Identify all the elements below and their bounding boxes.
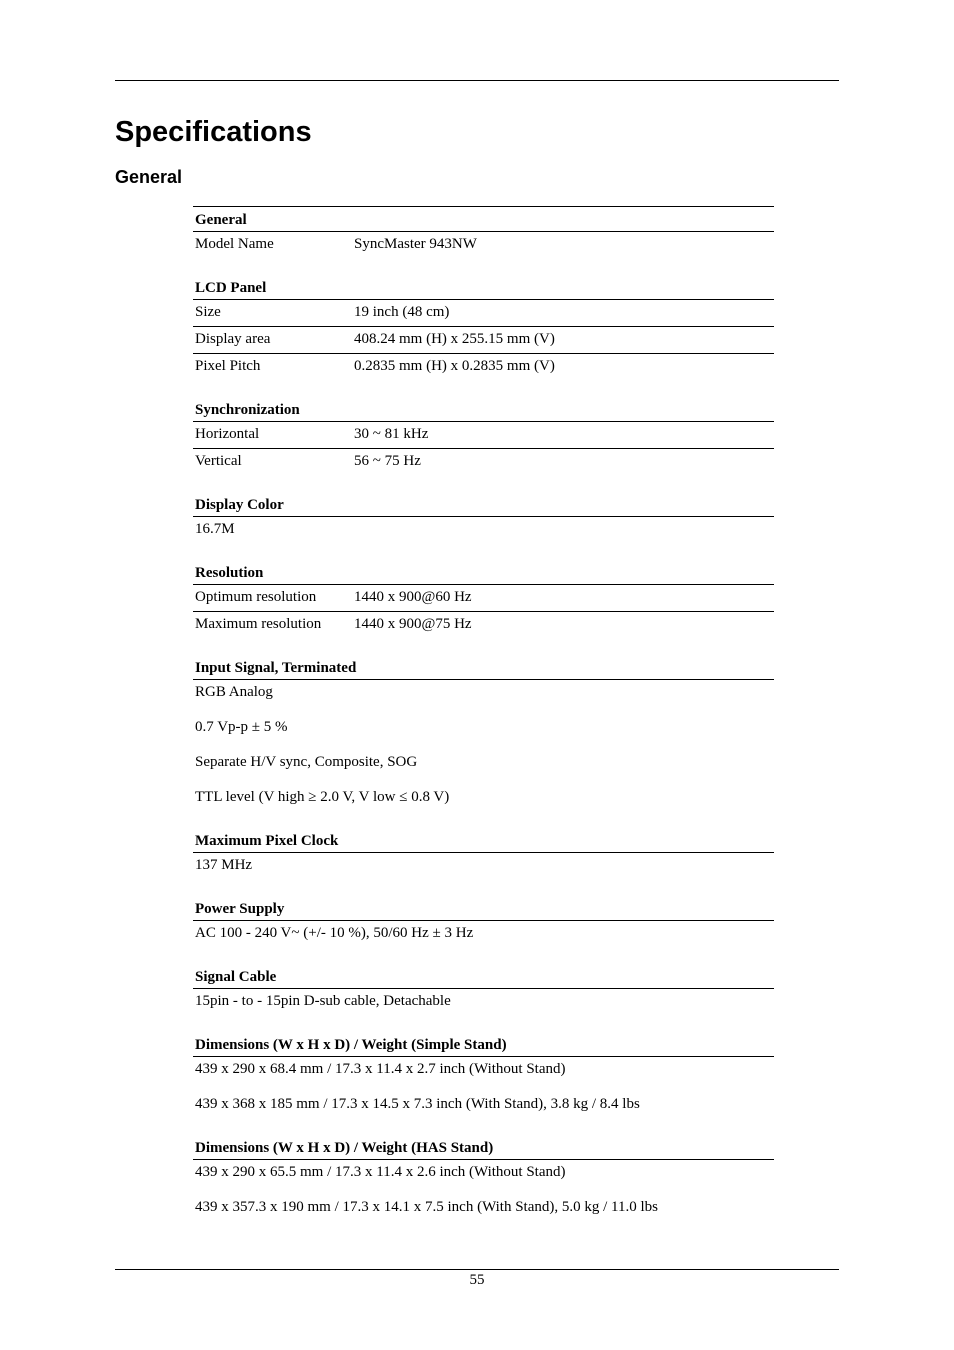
- spec-value: 0.2835 mm (H) x 0.2835 mm (V): [354, 358, 555, 374]
- section-heading-pixel-clock: Maximum Pixel Clock: [193, 828, 774, 853]
- section-title: General: [115, 167, 183, 187]
- section-heading-synchronization: Synchronization: [193, 397, 774, 422]
- spec-value-line: 439 x 290 x 68.4 mm / 17.3 x 11.4 x 2.7 inch (Without Stand): [195, 1061, 566, 1077]
- spec-row: [193, 327, 774, 354]
- spec-row: [193, 422, 774, 449]
- spec-label: Display area: [195, 331, 271, 347]
- spec-label: Maximum resolution: [195, 616, 322, 632]
- spec-value-line: 137 MHz: [195, 857, 253, 873]
- section-heading-resolution: Resolution: [193, 560, 774, 585]
- spec-value-line: Separate H/V sync, Composite, SOG: [195, 754, 418, 770]
- spec-value: 56 ~ 75 Hz: [354, 453, 421, 469]
- spec-value-line: RGB Analog: [195, 684, 273, 700]
- spec-table: [193, 206, 774, 1221]
- footer-rule: [115, 1269, 839, 1270]
- spec-value: 19 inch (48 cm): [354, 304, 450, 320]
- spec-value: 1440 x 900@75 Hz: [354, 616, 472, 632]
- spec-value-line: TTL level (V high ≥ 2.0 V, V low ≤ 0.8 V): [195, 789, 450, 805]
- spec-row: [193, 612, 774, 638]
- spec-label: Optimum resolution: [195, 589, 317, 605]
- section-heading-power-supply: Power Supply: [193, 896, 774, 921]
- spec-value-line: 439 x 368 x 185 mm / 17.3 x 14.5 x 7.3 inch (With Stand), 3.8 kg / 8.4 lbs: [195, 1096, 640, 1112]
- spec-label: Pixel Pitch: [195, 358, 261, 374]
- section-heading-general: General: [193, 206, 774, 232]
- spec-value-line: 16.7M: [195, 521, 235, 537]
- spec-value: SyncMaster 943NW: [354, 236, 477, 252]
- spec-row: [193, 300, 774, 327]
- section-heading-input-signal: Input Signal, Terminated: [193, 655, 774, 680]
- section-heading-dimensions-has: Dimensions (W x H x D) / Weight (HAS Stand): [193, 1135, 774, 1160]
- spec-label: Horizontal: [195, 426, 260, 442]
- spec-row: [193, 232, 774, 258]
- spec-value-line: 439 x 290 x 65.5 mm / 17.3 x 11.4 x 2.6 inch (Without Stand): [195, 1164, 566, 1180]
- spec-label: Size: [195, 304, 221, 320]
- spec-row: [193, 354, 774, 380]
- spec-value: 408.24 mm (H) x 255.15 mm (V): [354, 331, 555, 347]
- spec-value-line: 0.7 Vp-p ± 5 %: [195, 719, 288, 735]
- page-title: Specifications: [115, 116, 312, 148]
- spec-row: [193, 449, 774, 475]
- section-heading-signal-cable: Signal Cable: [193, 964, 774, 989]
- section-heading-lcd-panel: LCD Panel: [193, 275, 774, 300]
- spec-value: 1440 x 900@60 Hz: [354, 589, 472, 605]
- spec-value-line: AC 100 - 240 V~ (+/- 10 %), 50/60 Hz ± 3 Hz: [195, 925, 474, 941]
- section-heading-dimensions-simple: Dimensions (W x H x D) / Weight (Simple Stand): [193, 1032, 774, 1057]
- spec-label: Model Name: [195, 236, 274, 252]
- spec-row: [193, 585, 774, 612]
- spec-value-line: 15pin - to - 15pin D-sub cable, Detachable: [195, 993, 451, 1009]
- spec-label: Vertical: [195, 453, 242, 469]
- section-heading-display-color: Display Color: [193, 492, 774, 517]
- page-number: 55: [469, 1272, 485, 1288]
- spec-value: 30 ~ 81 kHz: [354, 426, 429, 442]
- spec-value-line: 439 x 357.3 x 190 mm / 17.3 x 14.1 x 7.5 inch (With Stand), 5.0 kg / 11.0 lbs: [195, 1199, 658, 1215]
- header-rule: [115, 80, 839, 81]
